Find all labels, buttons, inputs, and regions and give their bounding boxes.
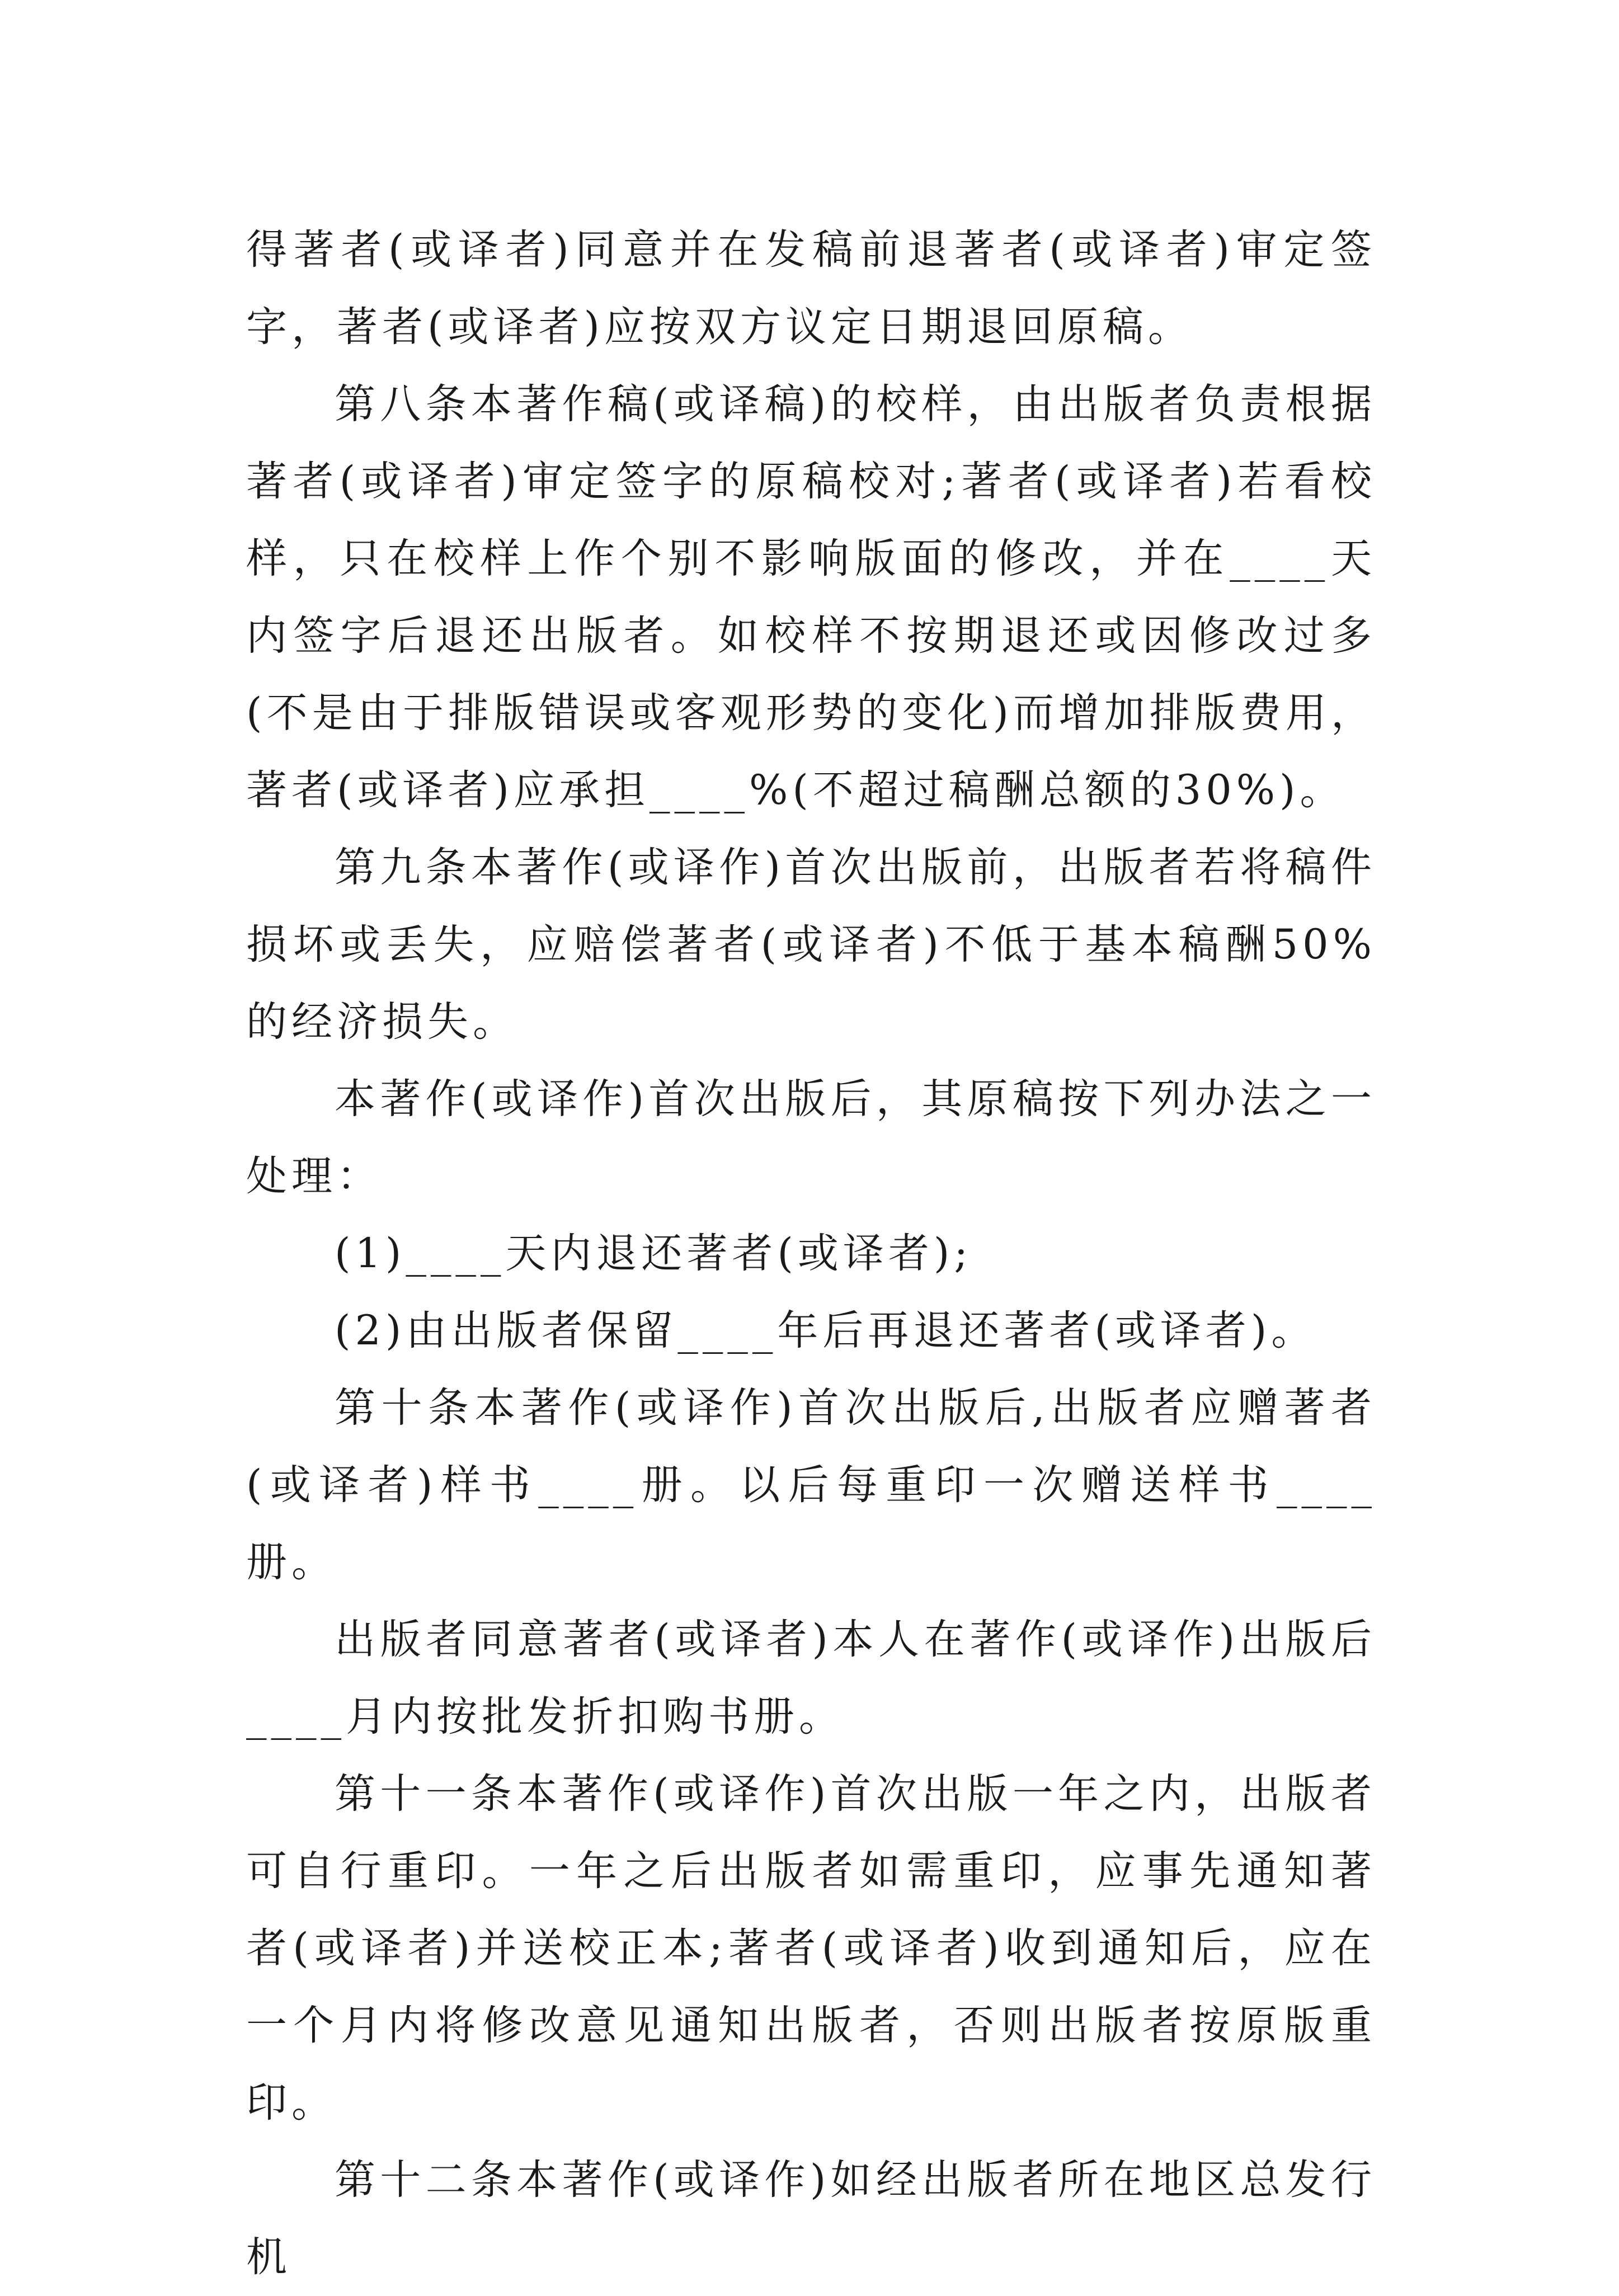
paragraph-article-10: 第十条本著作(或译作)首次出版后,出版者应赠著者(或译者)样书____册。以后每重印一次赠送样书____册。: [246, 1384, 1376, 1586]
paragraph-article-11: 第十一条本著作(或译作)首次出版一年之内，出版者可自行重印。一年之后出版者如需重印，应事先通知著者(或译者)并送校正本;著者(或译者)收到通知后，应在一个月内将修改意见通知出版者，否则出版者按原版重印。: [246, 1770, 1376, 2126]
document-body: [246, 211, 1376, 2296]
paragraph-article-12: 第十二条本著作(或译作)如经出版者所在地区总发行机: [246, 2156, 1376, 2281]
paragraph-book-purchase: 出版者同意著者(或译者)本人在著作(或译作)出版后____月内按批发折扣购书册。: [246, 1616, 1376, 1740]
paragraph-article-8: 第八条本著作稿(或译稿)的校样，由出版者负责根据著者(或译者)审定签字的原稿校对;著者(或译者)若看校样，只在校样上作个别不影响版面的修改，并在____天内签字后退还出版者。如校样不按期退还或因修改过多(不是由于排版错误或客观形势的变化)而增加排版费用，著者(或译者)应承担____%(不超过稿酬总额的30%)。: [246, 380, 1376, 814]
list-item-option-2: (2)由出版者保留____年后再退还著者(或译者)。: [335, 1307, 1317, 1354]
paragraph-continuation: 得著者(或译者)同意并在发稿前退著者(或译者)审定签字，著者(或译者)应按双方议定日期退回原稿。: [246, 226, 1376, 351]
paragraph-manuscript-handling: 本著作(或译作)首次出版后，其原稿按下列办法之一处理：: [246, 1075, 1376, 1200]
paragraph-article-9: 第九条本著作(或译作)首次出版前，出版者若将稿件损坏或丢失，应赔偿著者(或译者)不低于基本稿酬50%的经济损失。: [246, 844, 1376, 1046]
list-item-option-1: (1)____天内退还著者(或译者);: [335, 1230, 972, 1277]
